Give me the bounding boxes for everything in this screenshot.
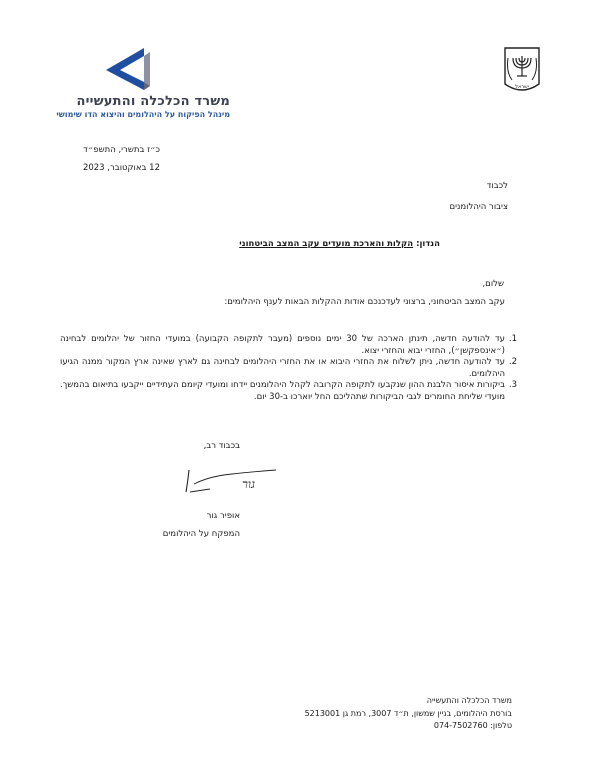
ministry-logo-icon [100,46,152,92]
subject-label: הנדון: [416,239,440,249]
footer-line: טלפון: 074-7502760 [433,721,512,730]
list-item-text: ביקורות איסור הלבנת ההון שנקבעו לתקופה הקרובה לקהל היהלומנים יידחו ומועדי קיומם העתידיים ייקבעו בתיאום בהמשך. מועדי שליחת החומרים לגבי הביקורות שתהליכם החל יוארכו ב-30 יום. [60,380,505,402]
signature-text: גור [242,477,255,491]
address-greeting: לכבוד [486,181,508,191]
emblem-label: ישראל [515,84,529,90]
gregorian-date: 12 באוקטובר, 2023 [82,163,160,173]
recipient: ציבור היהלומנים [449,202,508,212]
signer-title: המפקח על היהלומים [162,529,240,539]
footer-address [300,695,512,733]
state-emblem-icon [502,46,542,96]
footer-line: בורסת היהלומים, בניין שמשון, ת״ד 3007, רמת גן 5213001 [304,708,512,718]
intro-paragraph: עקב המצב הביטחוני, ברצוני לעדכנכם אודות ההקלות הבאות לענף היהלומים: [224,297,505,307]
hebrew-date: כ״ז בתשרי, התשפ״ד [83,145,160,155]
list-item-text: עד להודעה חדשה, תינתן הארכה של 30 ימים נוספים (מעבר לתקופה הקבועה) במועדי החזור של יהלומים לבחינה (״אינספקשן״), החזרי יבוא והחזרי יצוא. [60,334,505,356]
list-item [60,379,517,403]
list-item-number: 3. [508,380,517,390]
ministry-unit: מינהל הפיקוח על היהלומים והיצוא הדו שימושי [56,110,230,119]
subject-line [150,238,440,250]
subject-text: הקלות והארכת מועדים עקב המצב הביטחוני [239,239,414,249]
list-item-number: 1. [508,334,517,344]
signer-name: אופיר גור [206,511,240,521]
list-item [60,333,517,357]
footer-line: משרד הכלכלה והתעשייה [426,696,512,705]
list-item-number: 2. [508,357,517,367]
ministry-name: משרד הכלכלה והתעשייה [76,94,230,109]
closing-regards: בכבוד רב, [203,441,240,451]
list-item [60,356,517,380]
signature [180,462,280,498]
list-item-text: עד להודעה חדשה, ניתן לשלוח את החזרי היבוא או את החזרי היהלומים לבחינה גם לארץ שאינה ארץ המקור ממנה הגיעו היהלומים. [60,357,505,379]
salutation: שלום, [482,279,504,289]
